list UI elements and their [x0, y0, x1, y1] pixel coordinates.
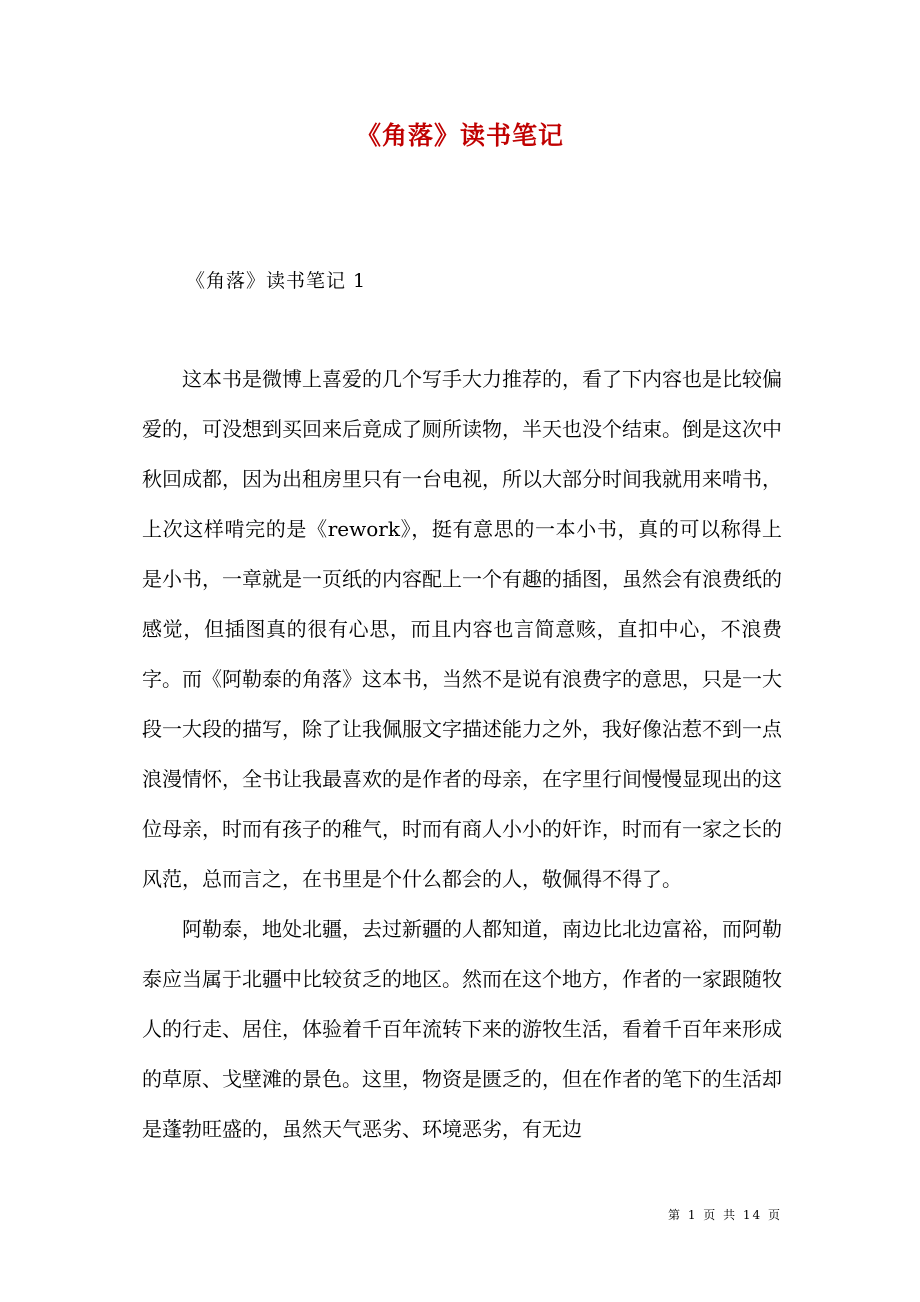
body-text	[142, 354, 782, 1154]
paragraph-2: 阿勒泰，地处北疆，去过新疆的人都知道，南边比北边富裕，而阿勒泰应当属于北疆中比较贫乏的地区。然而在这个地方，作者的一家跟随牧人的行走、居住，体验着千百年流转下来的游牧生活，看着千百年来形成的草原、戈壁滩的景色。这里，物资是匮乏的，但在作者的笔下的生活却是蓬勃旺盛的，虽然天气恶劣、环境恶劣，有无边	[142, 917, 782, 1141]
paragraph-1: 这本书是微博上喜爱的几个写手大力推荐的，看了下内容也是比较偏爱的，可没想到买回来后竟成了厕所读物，半天也没个结束。倒是这次中秋回成都，因为出租房里只有一台电视，所以大部分时间我就用来啃书，上次这样啃完的是《rework》，挺有意思的一本小书，真的可以称得上是小书，一章就是一页纸的内容配上一个有趣的插图，虽然会有浪费纸的感觉，但插图真的很有心思，而且内容也言简意赅，直扣中心，不浪费字。而《阿勒泰的角落》这本书，当然不是说有浪费字的意思，只是一大段一大段的描写，除了让我佩服文字描述能力之外，我好像沾惹不到一点浪漫情怀，全书让我最喜欢的是作者的母亲，在字里行间慢慢显现出的这位母亲，时而有孩子的稚气，时而有商人小小的奸诈，时而有一家之长的风范，总而言之，在书里是个什么都会的人，敬佩得不得了。	[142, 367, 782, 891]
document-title: 《角落》读书笔记	[355, 121, 564, 150]
page-footer: 第 1 页 共 14 页	[668, 1208, 782, 1222]
section-heading: 《角落》读书笔记 1	[186, 270, 367, 292]
